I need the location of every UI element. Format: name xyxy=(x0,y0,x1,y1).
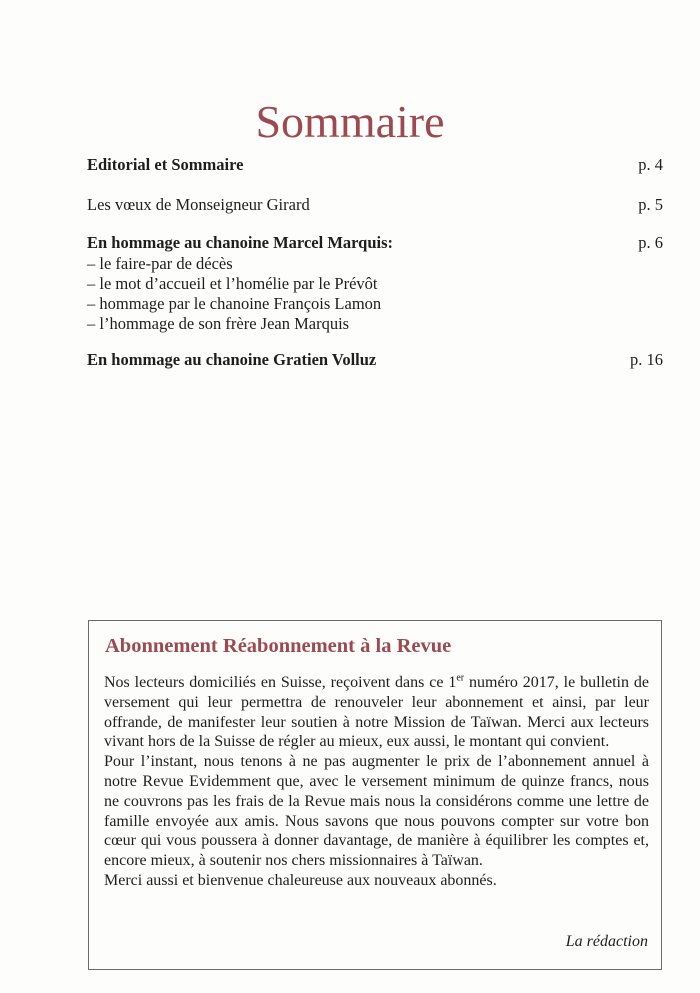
subscription-box xyxy=(88,620,662,970)
subscription-paragraph: Pour l’instant, nous tenons à ne pas augmenter le prix de l’abonnement annuel à notre Revue Evidemment que, avec le versement minimum de quinze francs, nous ne couvrons pas les frais de la Revue mais nous la considérons comme une lettre de famille envoyée aux amis. Nous savons que nous pouvons compter sur votre bon cœur qui vous poussera à donner davantage, de manière à équilibrer les comptes et, encore mieux, à soutenir nos chers missionnaires à Taïwan. xyxy=(104,753,649,870)
toc-entry-page: p. 16 xyxy=(630,350,663,369)
toc-entry-title: Les vœux de Monseigneur Girard xyxy=(87,195,310,214)
toc-subentries xyxy=(87,254,663,334)
ordinal-superscript: er xyxy=(456,672,465,684)
page-title: Sommaire xyxy=(255,96,445,147)
toc-entry-title: En hommage au chanoine Marcel Marquis: xyxy=(87,233,394,252)
toc-subentry: – le faire-par de décès xyxy=(87,254,233,273)
paragraph-text: Nos lecteurs domiciliés en Suisse, reçoivent dans ce 1 xyxy=(104,674,457,691)
toc-entry xyxy=(87,194,663,216)
subscription-title: Abonnement Réabonnement à la Revue xyxy=(105,635,452,657)
toc-entry xyxy=(87,232,663,334)
subscription-paragraph xyxy=(104,673,649,752)
toc-subentry: – hommage par le chanoine François Lamon xyxy=(87,294,382,313)
paragraph-text: numéro 2017, le bulletin de versement qui leur permettra de renouveler leur abonnement et ainsi, par leur offrande, de manifester leur soutien à notre Mission de Taïwan. Merci aux lecteurs vivant hors de la Suisse de régler au mieux, eux aussi, le montant qui convient. xyxy=(104,674,649,751)
subscription-body xyxy=(104,673,649,891)
toc-entry-page: p. 4 xyxy=(638,155,663,174)
toc-entry xyxy=(87,349,663,371)
toc-entry-page: p. 6 xyxy=(638,233,663,252)
toc-subentry: – l’hommage de son frère Jean Marquis xyxy=(87,314,350,333)
signature: La rédaction xyxy=(565,933,648,950)
table-of-contents xyxy=(87,154,663,371)
toc-entry xyxy=(87,154,663,176)
toc-entry-title: Editorial et Sommaire xyxy=(87,155,244,174)
toc-entry-page: p. 5 xyxy=(638,195,663,214)
subscription-paragraph: Merci aussi et bienvenue chaleureuse aux nouveaux abonnés. xyxy=(104,871,497,889)
toc-subentry: – le mot d’accueil et l’homélie par le Prévôt xyxy=(87,274,378,293)
toc-entry-title: En hommage au chanoine Gratien Volluz xyxy=(87,350,377,369)
